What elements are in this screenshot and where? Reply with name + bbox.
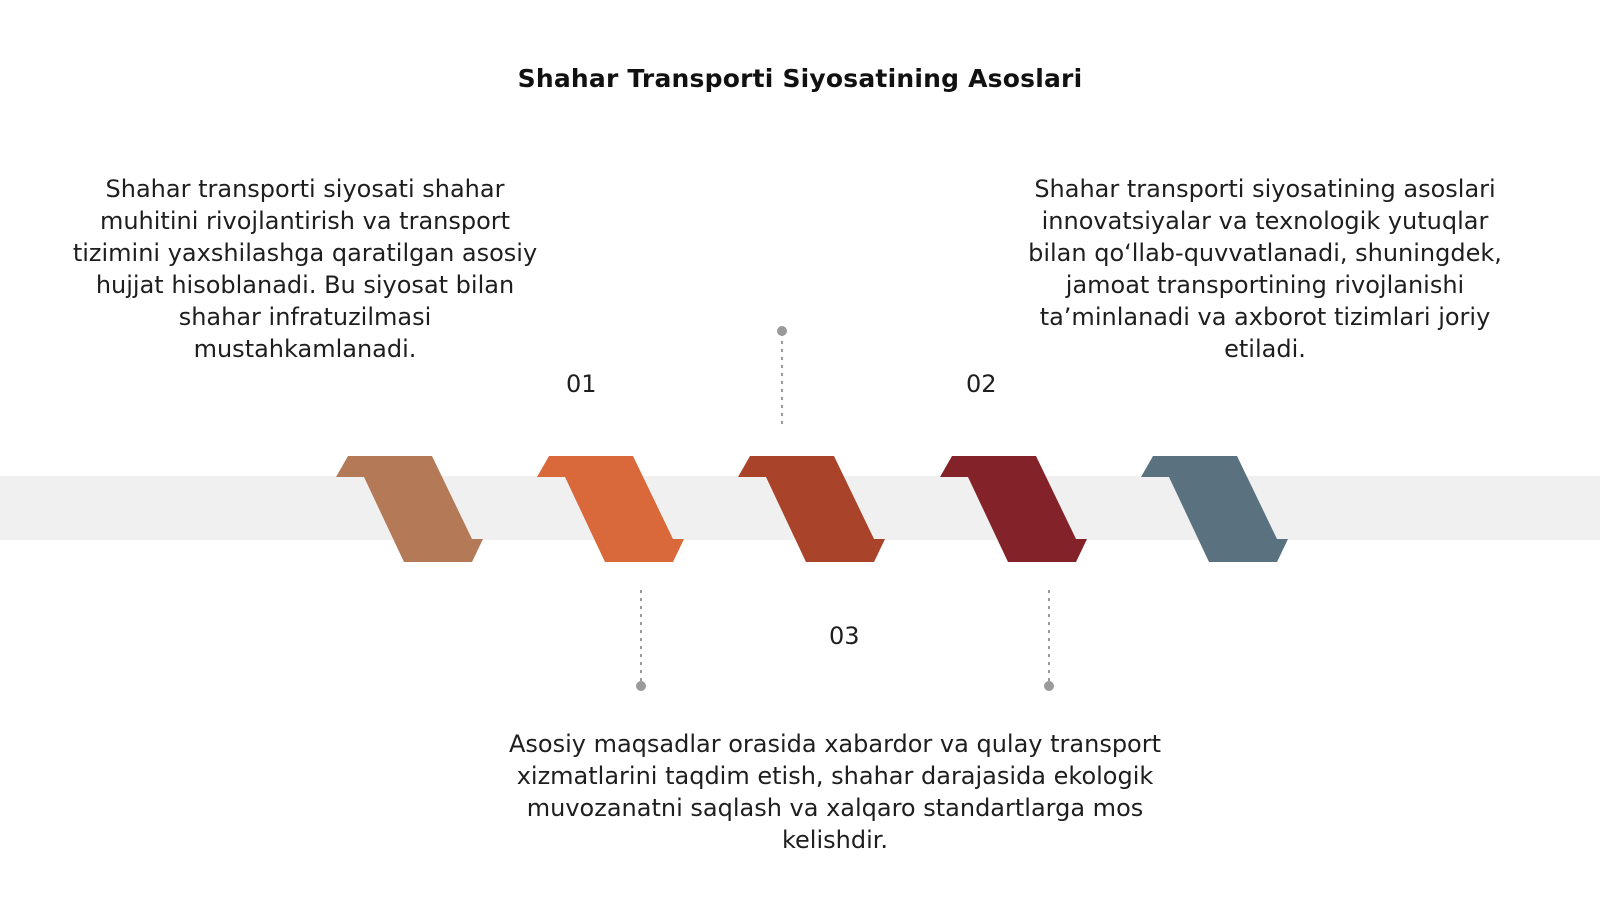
step-3-description: Asosiy maqsadlar orasida xabardor va qulay transport xizmatlarini taqdim etish, shahar darajasida ekologik muvozanatni saqlash va xalqaro standartlarga mos kelishdir. bbox=[508, 730, 1162, 854]
step-2-description: Shahar transporti siyosatining asoslari innovatsiyalar va texnologik yutuqlar bilan qo‘llab-quvvatlanadi, shuningdek, jamoat transportining rivojlanishi ta’minlanadi va axborot tizimlari joriy etiladi. bbox=[1028, 175, 1502, 363]
chevron-3 bbox=[738, 456, 885, 562]
chevron-1 bbox=[336, 456, 483, 562]
chevron-2 bbox=[537, 456, 684, 562]
chevron-5 bbox=[1141, 456, 1288, 562]
connector-top bbox=[777, 326, 787, 428]
step-1-number: 01 bbox=[566, 370, 597, 398]
connector-bottom-left bbox=[636, 590, 646, 691]
step-1-description: Shahar transporti siyosati shahar muhitini rivojlantirish va transport tizimini yaxshilashga qaratilgan asosiy hujjat hisoblanadi. Bu siyosat bilan shahar infratuzilmasi mustahkamlanadi. bbox=[72, 175, 538, 363]
step-2-number: 02 bbox=[966, 370, 997, 398]
step-3-number: 03 bbox=[829, 622, 860, 650]
chevron-4 bbox=[940, 456, 1087, 562]
page-title: Shahar Transporti Siyosatining Asoslari bbox=[517, 64, 1083, 93]
connector-bottom-right bbox=[1044, 590, 1054, 691]
